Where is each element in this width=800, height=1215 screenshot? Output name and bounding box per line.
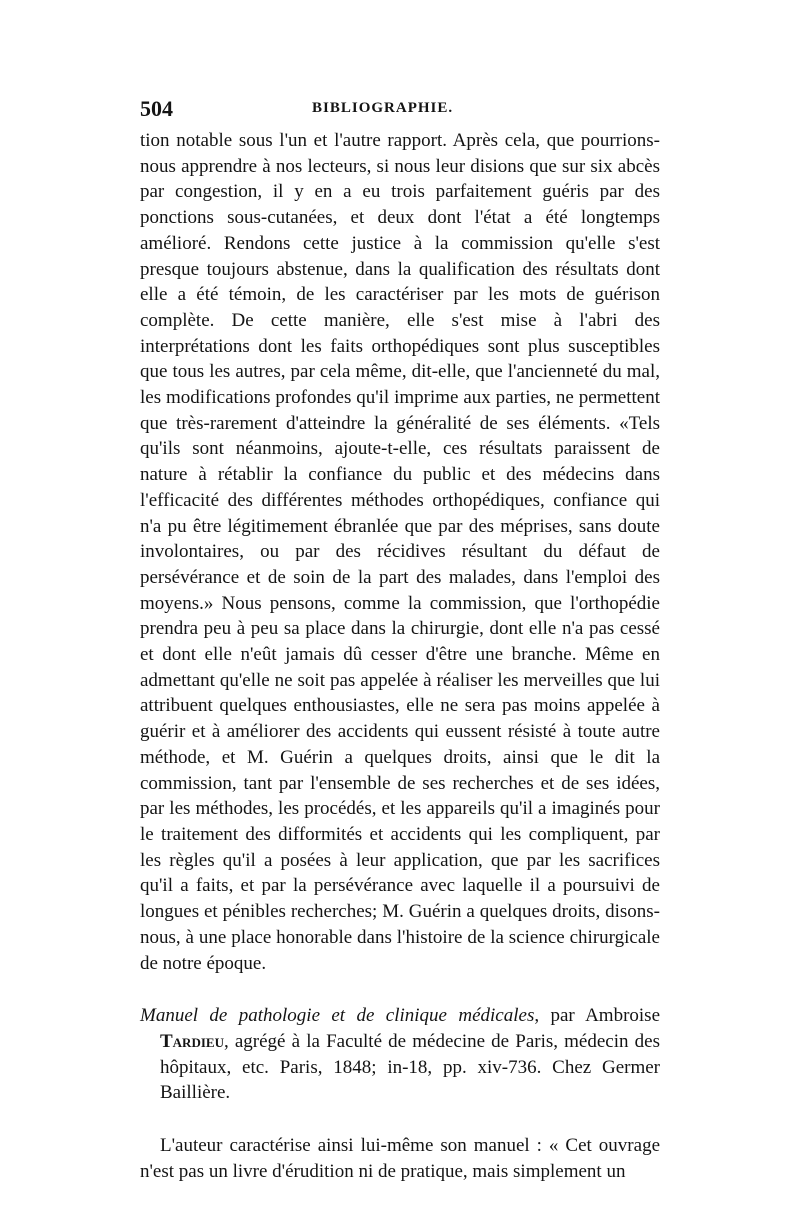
- page-number: 504: [140, 96, 173, 121]
- book-details: , agrégé à la Faculté de médecine de Paris, médecin des hôpitaux, etc. Paris, 1848; in-18, pp. xiv-736. Chez Germer Baillière.: [160, 1030, 660, 1104]
- page-header: [140, 96, 660, 126]
- paragraph-continued: tion notable sous l'un et l'autre rapport. Après cela, que pourrions-nous apprendre à nos lecteurs, si nous leur disions que sur six abcès par congestion, il y en a eu trois parfaitement guéris par des ponctions sous-cutanées, et deux dont l'état a été longtemps amélioré. Rendons cette justice à la commission qu'elle s'est presque toujours abstenue, dans la qualification des résultats dont elle a été témoin, de les caractériser par les mots de guérison complète. De cette manière, elle s'est mise à l'abri des interprétations dont les faits orthopédiques sont plus susceptibles que tous les autres, par cela même, dit-elle, que l'ancienneté du mal, les modifications profondes qu'il imprime aux parties, ne permettent que très-rarement d'atteindre la généralité de ses éléments. «Tels qu'ils sont néanmoins, ajoute-t-elle, ces résultats paraissent de nature à rétablir la confiance du public et des médecins dans l'efficacité des différentes méthodes orthopédiques, confiance qui n'a pu être légitimement ébranlée que par des méprises, sans doute involontaires, ou par des récidives résultant du défaut de persévérance et de soin de la part des malades, dans l'emploi des moyens.» Nous pensons, comme la commission, que l'orthopédie prendra peu à peu sa place dans la chirurgie, dont elle n'a pas cessé et dont elle n'eût jamais dû cesser d'être une branche. Même en admettant qu'elle ne soit pas appelée à réaliser les merveilles que lui attribuent quelques enthousiastes, elle ne sera pas moins appelée à guérir et à améliorer des accidents qui eussent résisté à toute autre méthode, et M. Guérin a quelques droits, ainsi que le dit la commission, tant par l'ensemble de ses recherches et de ses idées, par les méthodes, les procédés, et les appareils qu'il a imaginés pour le traitement des difformités et accidents qui les compliquent, par les règles qu'il a posées à leur application, que par les sacrifices qu'il a faits, et par la persévérance avec laquelle il a poursuivi de longues et pénibles recherches; M. Guérin a quelques droits, disons-nous, à une place honorable dans l'histoire de la science chirurgicale de notre époque.: [140, 130, 660, 974]
- bibliography-entry: [140, 1003, 660, 1106]
- running-title: BIBLIOGRAPHIE.: [312, 100, 454, 116]
- page-body: [140, 128, 660, 1184]
- review-paragraph: L'auteur caractérise ainsi lui-même son manuel : « Cet ouvrage n'est pas un livre d'érudition ni de pratique, mais simplement un: [140, 1135, 660, 1182]
- book-author: Tardieu: [160, 1030, 224, 1052]
- book-title: Manuel de pathologie et de clinique médicales: [140, 1005, 535, 1027]
- book-by: , par Ambroise: [534, 1005, 660, 1027]
